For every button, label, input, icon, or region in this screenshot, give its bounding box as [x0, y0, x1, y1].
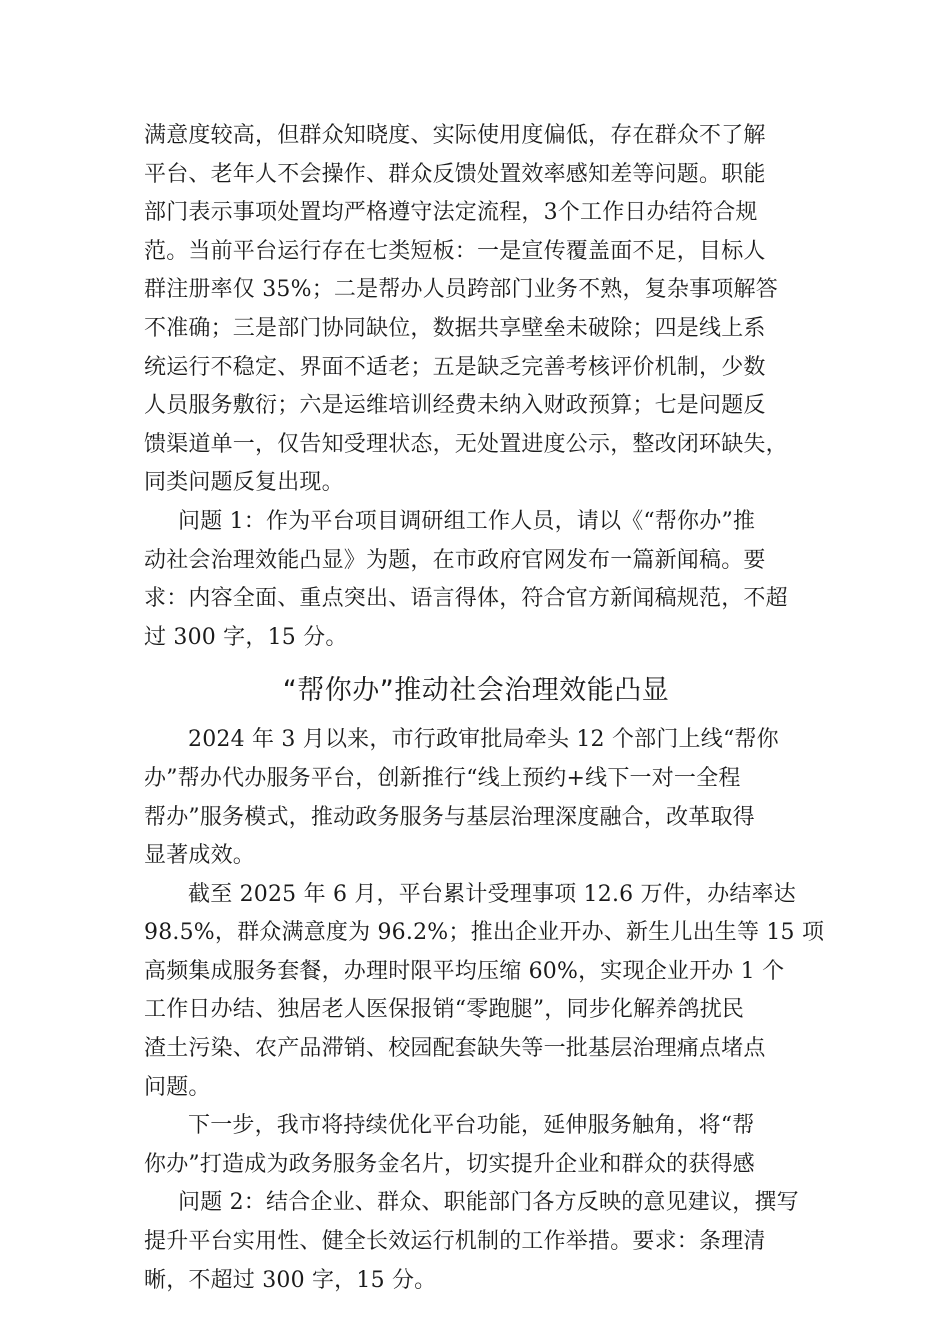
text-line: 问题。: [144, 1074, 211, 1100]
text-line: 馈渠道单一，仅告知受理状态，无处置进度公示，整改闭环缺失，: [144, 431, 788, 457]
document-page: [144, 117, 825, 1300]
text-line: 平台、老年人不会操作、群众反馈处置效率感知差等问题。职能: [144, 161, 766, 187]
article-paragraph-1: [144, 721, 808, 875]
text-line: 提升平台实用性、健全长效运行机制的工作举措。要求：条理清: [144, 1229, 766, 1255]
text-line: 2024 年 3 月以来，市行政审批局牵头 12 个部门上线“帮你: [188, 727, 779, 753]
text-line: 问题 1：作为平台项目调研组工作人员，请以《“帮你办”推: [178, 508, 756, 534]
text-line: 满意度较高，但群众知晓度、实际使用度偏低，存在群众不了解: [144, 123, 766, 148]
text-line: 群注册率仅 35%；二是帮办人员跨部门业务不熟，复杂事项解答: [144, 277, 778, 303]
text-line: 同类问题反复出现。: [144, 470, 344, 496]
text-line: 求：内容全面、重点突出、语言得体，符合官方新闻稿规范，不超: [144, 586, 788, 612]
text-line: 你办”打造成为政务服务金名片，切实提升企业和群众的获得感: [144, 1151, 755, 1177]
text-line: 办”帮办代办服务平台，创新推行“线上预约+线下一对一全程: [144, 765, 741, 791]
text-line: 部门表示事项处置均严格遵守法定流程，3个工作日办结符合规: [144, 200, 758, 226]
text-line: 显著成效。: [144, 843, 256, 869]
text-line: 不准确；三是部门协同缺位，数据共享壁垒未破除；四是线上系: [144, 315, 766, 341]
text-line: 高频集成服务套餐，办理时限平均压缩 60%，实现企业开办 1 个: [144, 958, 785, 984]
text-line: 渣土污染、农产品滞销、校园配套缺失等一批基层治理痛点堵点: [144, 1036, 766, 1062]
question-1: [144, 503, 808, 657]
question-2: [144, 1184, 808, 1300]
text-line: 98.5%，群众满意度为 96.2%；推出企业开办、新生儿出生等 15 项: [144, 920, 825, 946]
text-line: 统运行不稳定、界面不适老；五是缺乏完善考核评价机制，少数: [144, 354, 766, 380]
intro-paragraph: [144, 117, 808, 503]
text-line: 动社会治理效能凸显》为题，在市政府官网发布一篇新闻稿。要: [144, 547, 766, 573]
article-paragraph-2: [144, 876, 825, 1108]
text-line: 过 300 字，15 分。: [144, 624, 348, 650]
text-line: 人员服务敷衍；六是运维培训经费未纳入财政预算；七是问题反: [144, 393, 766, 419]
text-line: 晰，不超过 300 字，15 分。: [144, 1267, 437, 1293]
article-title: “帮你办”推动社会治理效能凸显: [282, 675, 670, 707]
text-line: 下一步，我市将持续优化平台功能，延伸服务触角，将“帮: [188, 1113, 755, 1139]
text-line: 问题 2：结合企业、群众、职能部门各方反映的意见建议，撰写: [178, 1190, 799, 1216]
text-line: 范。当前平台运行存在七类短板：一是宣传覆盖面不足，目标人: [144, 238, 766, 264]
article-paragraph-3: [144, 1107, 808, 1184]
text-line: 截至 2025 年 6 月，平台累计受理事项 12.6 万件，办结率达: [188, 881, 796, 907]
text-line: 工作日办结、独居老人医保报销“零跑腿”，同步化解养鸽扰民: [144, 997, 745, 1023]
text-line: 帮办”服务模式，推动政务服务与基层治理深度融合，改革取得: [144, 804, 755, 830]
